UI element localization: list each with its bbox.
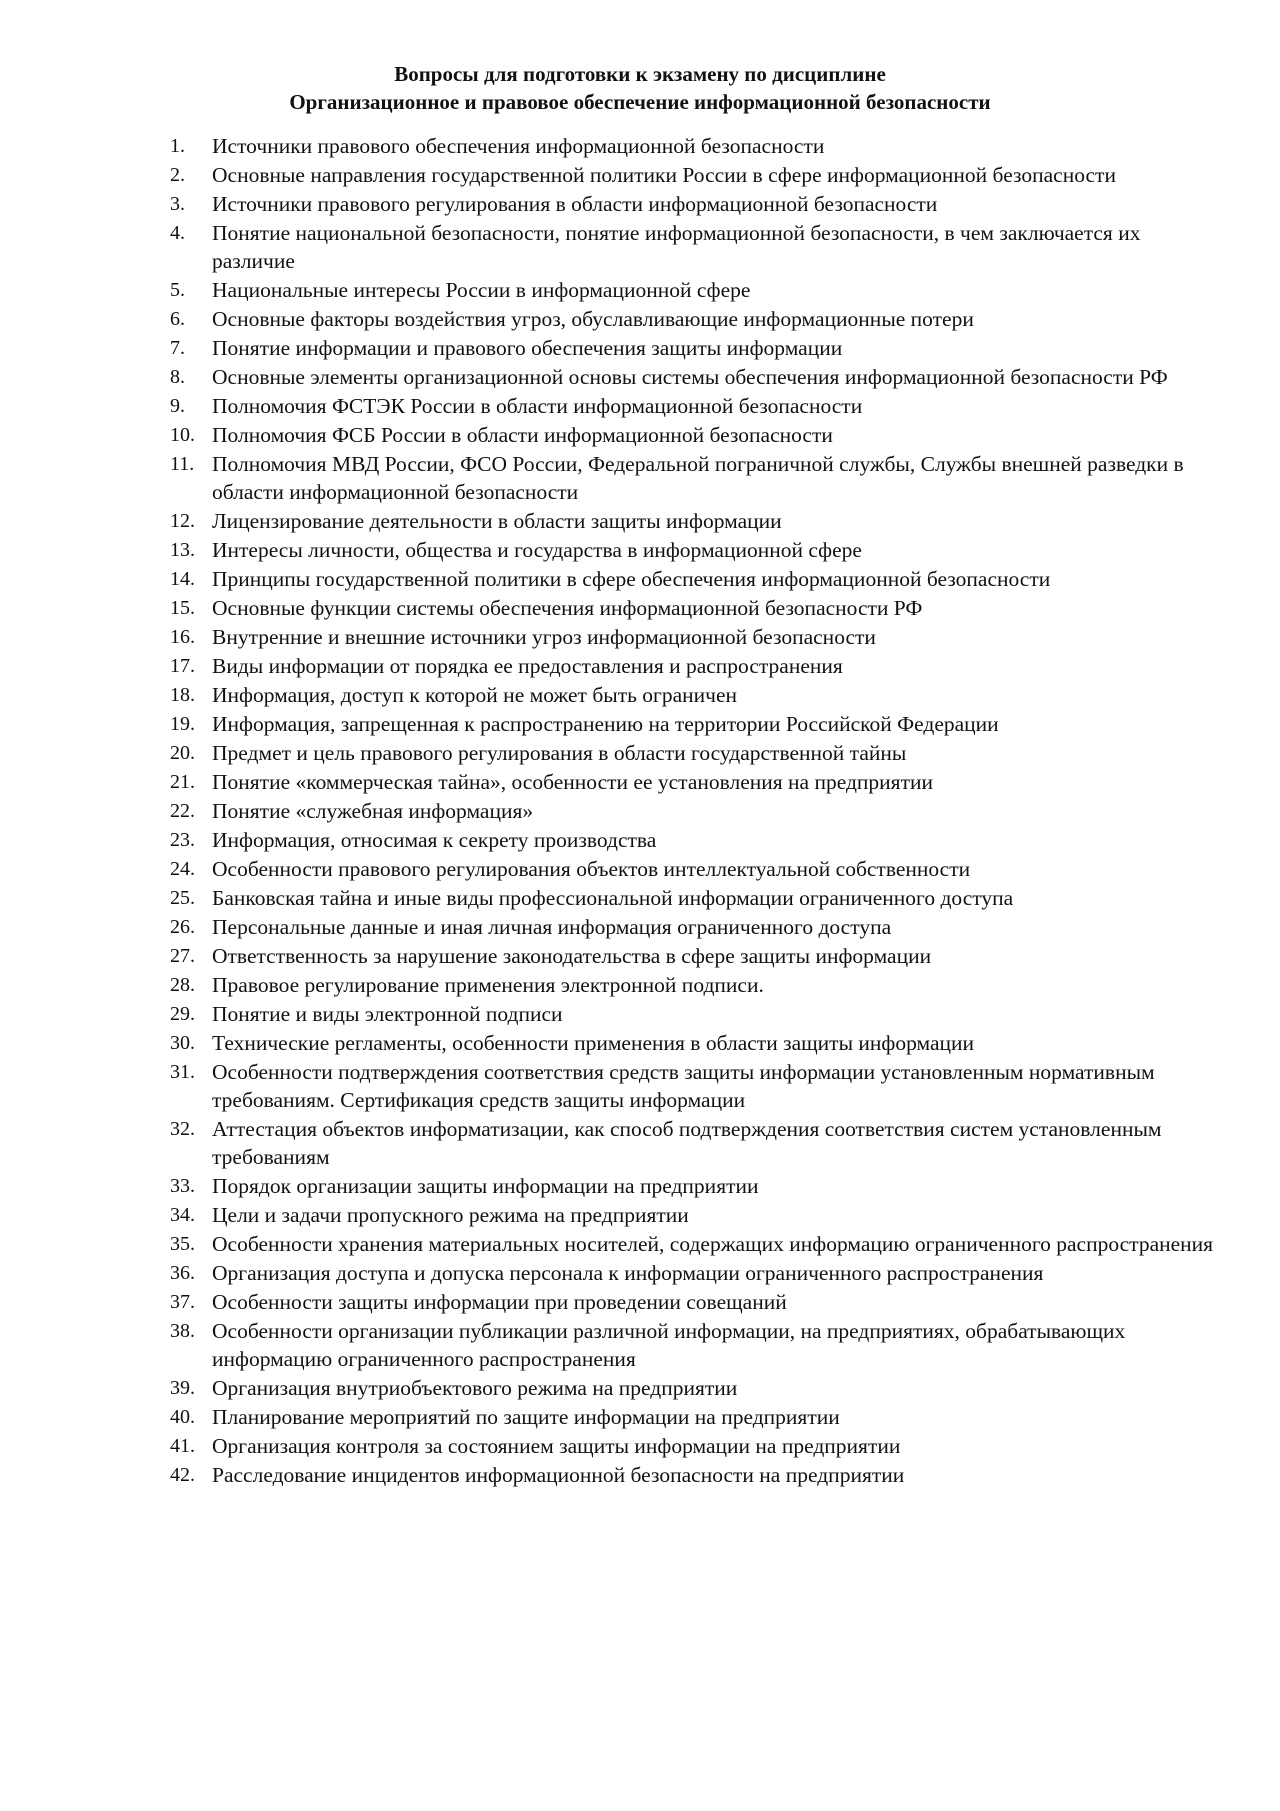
list-item [0,1058,1280,1114]
question-text: Внутренние и внешние источники угроз информационной безопасности [212,625,876,649]
document-header [0,60,1280,116]
list-item [0,971,1280,999]
question-number: 16. [170,626,195,648]
question-text: Принципы государственной политики в сфере обеспечения информационной безопасности [212,567,1051,591]
question-text: Информация, запрещенная к распространению на территории Российской Федерации [212,712,999,736]
page-title-line1: Вопросы для подготовки к экзамену по дисциплине [394,62,886,86]
question-text: Расследование инцидентов информационной безопасности на предприятии [212,1463,905,1487]
question-number: 34. [170,1204,195,1226]
list-item [0,594,1280,622]
question-text: Полномочия ФСТЭК России в области информационной безопасности [212,394,863,418]
list-item [0,681,1280,709]
question-text: Особенности хранения материальных носителей, содержащих информацию ограниченного распространения [212,1232,1214,1256]
question-text: Понятие информации и правового обеспечения защиты информации [212,336,843,360]
question-text: Ответственность за нарушение законодательства в сфере защиты информации [212,944,932,968]
question-text: Персональные данные и иная личная информация ограниченного доступа [212,915,892,939]
question-text: Полномочия ФСБ России в области информационной безопасности [212,423,833,447]
list-item [0,652,1280,680]
list-item [0,421,1280,449]
list-item [0,1000,1280,1028]
question-text: Информация, доступ к которой не может быть ограничен [212,683,738,707]
question-text: Виды информации от порядка ее предоставления и распространения [212,654,843,678]
question-text: Организация доступа и допуска персонала к информации ограниченного распространения [212,1261,1044,1285]
list-item [0,190,1280,218]
list-item [0,219,1280,275]
question-number: 19. [170,713,195,735]
question-number: 6. [170,308,185,330]
question-number: 3. [170,193,185,215]
question-number: 41. [170,1435,195,1457]
list-item [0,1029,1280,1057]
question-number: 35. [170,1233,195,1255]
question-text: Лицензирование деятельности в области защиты информации [212,509,782,533]
question-list [0,132,1280,1489]
list-item [0,1288,1280,1316]
list-item [0,161,1280,189]
question-text: Банковская тайна и иные виды профессиональной информации ограниченного доступа [212,886,1014,910]
question-number: 13. [170,539,195,561]
question-text: Основные функции системы обеспечения информационной безопасности РФ [212,596,923,620]
question-text: Понятие и виды электронной подписи [212,1002,563,1026]
list-item [0,623,1280,651]
question-text: Предмет и цель правового регулирования в области государственной тайны [212,741,907,765]
question-number: 40. [170,1406,195,1428]
list-item [0,826,1280,854]
question-text: Национальные интересы России в информационной сфере [212,278,751,302]
list-item [0,276,1280,304]
list-item [0,450,1280,506]
list-item [0,565,1280,593]
list-item [0,1172,1280,1200]
list-item [0,132,1280,160]
question-text: Организация контроля за состоянием защиты информации на предприятии [212,1434,901,1458]
question-number: 7. [170,337,185,359]
list-item [0,507,1280,535]
question-number: 18. [170,684,195,706]
question-number: 26. [170,916,195,938]
question-number: 25. [170,887,195,909]
question-number: 33. [170,1175,195,1197]
list-item [0,305,1280,333]
question-number: 42. [170,1464,195,1486]
question-text: Аттестация объектов информатизации, как способ подтверждения соответствия систем установленным требованиям [212,1117,1162,1169]
question-number: 15. [170,597,195,619]
list-item [0,334,1280,362]
question-text: Планирование мероприятий по защите информации на предприятии [212,1405,840,1429]
question-number: 31. [170,1061,195,1083]
page-title-line2: Организационное и правовое обеспечение информационной безопасности [289,90,991,114]
question-text: Особенности организации публикации различной информации, на предприятиях, обрабатывающих информацию ограниченного распространения [212,1319,1126,1371]
question-number: 5. [170,279,185,301]
question-number: 28. [170,974,195,996]
question-text: Понятие «коммерческая тайна», особенности ее установления на предприятии [212,770,933,794]
list-item [0,536,1280,564]
question-number: 11. [170,453,195,475]
question-number: 38. [170,1320,195,1342]
list-item [0,1317,1280,1373]
question-text: Основные элементы организационной основы системы обеспечения информационной безопасности РФ [212,365,1168,389]
list-item [0,913,1280,941]
question-number: 37. [170,1291,195,1313]
list-item [0,1201,1280,1229]
list-item [0,1374,1280,1402]
list-item [0,942,1280,970]
question-text: Основные факторы воздействия угроз, обуславливающие информационные потери [212,307,974,331]
list-item [0,884,1280,912]
list-item [0,1259,1280,1287]
list-item [0,1403,1280,1431]
question-number: 21. [170,771,195,793]
question-number: 24. [170,858,195,880]
list-item [0,855,1280,883]
list-item [0,1115,1280,1171]
question-number: 10. [170,424,195,446]
question-text: Информация, относимая к секрету производства [212,828,657,852]
list-item [0,392,1280,420]
question-text: Источники правового обеспечения информационной безопасности [212,134,825,158]
question-number: 22. [170,800,195,822]
list-item [0,739,1280,767]
list-item [0,1230,1280,1258]
question-text: Технические регламенты, особенности применения в области защиты информации [212,1031,975,1055]
list-item [0,1432,1280,1460]
question-text: Особенности защиты информации при проведении совещаний [212,1290,787,1314]
question-text: Порядок организации защиты информации на предприятии [212,1174,759,1198]
question-number: 29. [170,1003,195,1025]
question-number: 2. [170,164,185,186]
question-number: 17. [170,655,195,677]
question-number: 36. [170,1262,195,1284]
list-item [0,768,1280,796]
question-text: Организация внутриобъектового режима на предприятии [212,1376,738,1400]
list-item [0,797,1280,825]
question-text: Понятие «служебная информация» [212,799,534,823]
question-number: 12. [170,510,195,532]
question-number: 4. [170,222,185,244]
question-number: 9. [170,395,185,417]
list-item [0,710,1280,738]
question-text: Особенности подтверждения соответствия средств защиты информации установленным нормативным требованиям. Сертификация средств защиты информации [212,1060,1155,1112]
question-text: Интересы личности, общества и государства в информационной сфере [212,538,862,562]
question-number: 39. [170,1377,195,1399]
question-text: Понятие национальной безопасности, понятие информационной безопасности, в чем заключается их различие [212,221,1141,273]
list-item [0,363,1280,391]
question-text: Полномочия МВД России, ФСО России, Федеральной пограничной службы, Службы внешней разведки в области информационной безопасности [212,452,1184,504]
list-item [0,1461,1280,1489]
question-number: 8. [170,366,185,388]
question-number: 1. [170,135,185,157]
question-text: Основные направления государственной политики России в сфере информационной безопасности [212,163,1116,187]
question-number: 23. [170,829,195,851]
question-text: Правовое регулирование применения электронной подписи. [212,973,764,997]
question-text: Особенности правового регулирования объектов интеллектуальной собственности [212,857,971,881]
question-number: 27. [170,945,195,967]
question-text: Цели и задачи пропускного режима на предприятии [212,1203,689,1227]
question-number: 32. [170,1118,195,1140]
question-number: 30. [170,1032,195,1054]
question-text: Источники правового регулирования в области информационной безопасности [212,192,938,216]
question-number: 14. [170,568,195,590]
question-number: 20. [170,742,195,764]
